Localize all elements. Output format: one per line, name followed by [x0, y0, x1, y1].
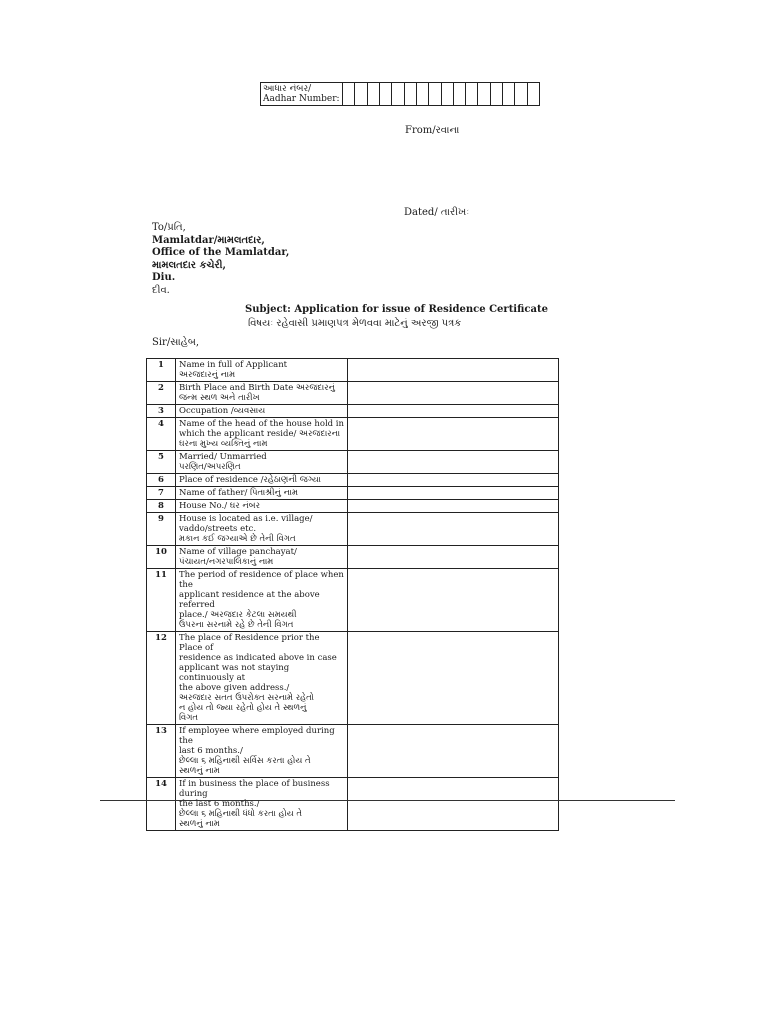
salutation: Sir/સાહેબ, — [152, 337, 200, 348]
question-line: The period of residence of place when the — [179, 570, 344, 590]
answer-field[interactable] — [348, 546, 559, 569]
question-line: the last 6 months./ — [179, 799, 260, 809]
form-row — [147, 778, 559, 831]
answer-field[interactable] — [348, 569, 559, 632]
aadhar-digit-box[interactable] — [429, 83, 441, 105]
question-line: વિગત — [179, 713, 199, 723]
question-line: ઉપરના સરનામે રહે છે તેની વિગત — [179, 620, 294, 630]
question-line: applicant was not staying continuously at — [179, 663, 290, 683]
row-number: 11 — [147, 569, 176, 632]
question-line: અરજદાર સતત ઉપરોક્ત સરનામે રહેતો — [179, 693, 314, 703]
answer-field[interactable] — [348, 725, 559, 778]
question-line: Birth Place and Birth Date અરજદારનું — [179, 383, 335, 393]
question-line: અરજદારનું નામ — [179, 370, 236, 380]
row-question — [176, 546, 348, 569]
address-line4: Diu. — [152, 272, 176, 283]
aadhar-digit-boxes — [343, 83, 539, 105]
form-row — [147, 474, 559, 487]
address-line3: મામલતદાર કચેરી, — [152, 259, 227, 271]
aadhar-label-en: Aadhar Number: — [263, 94, 340, 104]
answer-field[interactable] — [348, 382, 559, 405]
form-row — [147, 632, 559, 725]
aadhar-label — [261, 83, 343, 105]
aadhar-digit-box[interactable] — [368, 83, 380, 105]
answer-field[interactable] — [348, 405, 559, 418]
question-line: મકાન કઈ જગ્યાએ છે તેની વિગત — [179, 534, 296, 544]
question-line: છેલ્લા ૬ મહિનાથી સર્વિસ કરતા હોય તે — [179, 756, 311, 766]
row-number: 8 — [147, 500, 176, 513]
row-number: 6 — [147, 474, 176, 487]
question-line: સ્થળનું નામ — [179, 766, 220, 776]
question-line: Name in full of Applicant — [179, 360, 288, 370]
aadhar-digit-box[interactable] — [503, 83, 515, 105]
answer-field[interactable] — [348, 778, 559, 831]
question-line: પંચાયત/નગરપાલિકાનું નામ — [179, 557, 274, 567]
question-line: If employee where employed during the — [179, 726, 335, 746]
aadhar-digit-box[interactable] — [442, 83, 454, 105]
aadhar-digit-box[interactable] — [355, 83, 367, 105]
aadhar-digit-box[interactable] — [405, 83, 417, 105]
form-row — [147, 725, 559, 778]
question-line: Married/ Unmarried — [179, 452, 267, 462]
dated-label: Dated/ તારીખઃ — [404, 207, 470, 218]
row-question — [176, 725, 348, 778]
bottom-rule — [100, 800, 675, 801]
form-row — [147, 500, 559, 513]
aadhar-digit-box[interactable] — [454, 83, 466, 105]
question-line: applicant residence at the above referred — [179, 590, 320, 610]
row-number: 2 — [147, 382, 176, 405]
row-number: 3 — [147, 405, 176, 418]
row-number: 14 — [147, 778, 176, 831]
form-row — [147, 359, 559, 382]
row-question — [176, 405, 348, 418]
question-line: The place of Residence prior the Place of — [179, 633, 320, 653]
row-question — [176, 418, 348, 451]
row-question — [176, 359, 348, 382]
aadhar-digit-box[interactable] — [466, 83, 478, 105]
answer-field[interactable] — [348, 474, 559, 487]
answer-field[interactable] — [348, 500, 559, 513]
question-line: Occupation /વ્યવસાય — [179, 406, 266, 416]
row-number: 12 — [147, 632, 176, 725]
answer-field[interactable] — [348, 513, 559, 546]
form-row — [147, 405, 559, 418]
row-number: 4 — [147, 418, 176, 451]
question-line: If in business the place of business during — [179, 779, 330, 799]
row-number: 1 — [147, 359, 176, 382]
form-row — [147, 451, 559, 474]
row-number: 7 — [147, 487, 176, 500]
row-number: 9 — [147, 513, 176, 546]
aadhar-digit-box[interactable] — [515, 83, 527, 105]
aadhar-digit-box[interactable] — [478, 83, 490, 105]
address-to: To/પ્રતિ, — [152, 222, 186, 233]
aadhar-digit-box[interactable] — [343, 83, 355, 105]
question-line: જન્મ સ્થળ અને તારીખ — [179, 393, 260, 403]
aadhar-digit-box[interactable] — [392, 83, 404, 105]
row-question — [176, 778, 348, 831]
aadhar-digit-box[interactable] — [380, 83, 392, 105]
question-line: the above given address./ — [179, 683, 290, 693]
row-number: 13 — [147, 725, 176, 778]
question-line: Name of father/ પિતાશ્રીનું નામ — [179, 488, 298, 498]
address-line2: Office of the Mamlatdar, — [152, 247, 290, 258]
recipient-address — [152, 222, 289, 297]
row-number: 5 — [147, 451, 176, 474]
form-row — [147, 546, 559, 569]
row-number: 10 — [147, 546, 176, 569]
question-line: last 6 months./ — [179, 746, 243, 756]
question-line: Place of residence /રહેઠાણની જગ્યા — [179, 475, 321, 485]
question-line: vaddo/streets etc. — [179, 524, 257, 534]
from-label: From/રવાના — [405, 125, 460, 136]
row-question — [176, 513, 348, 546]
question-line: ઘરના મુખ્ય વ્યક્તિનું નામ — [179, 439, 268, 449]
address-line5: દીવ. — [152, 284, 170, 296]
question-line: ન હોય તો જ્યા રહેતો હોય તે સ્થળનું — [179, 703, 307, 713]
answer-field[interactable] — [348, 451, 559, 474]
form-row — [147, 418, 559, 451]
aadhar-digit-box[interactable] — [417, 83, 429, 105]
question-line: સ્થળનું નામ — [179, 819, 220, 829]
form-row — [147, 382, 559, 405]
question-line: છેલ્લા ૬ મહિનાથી ધંધો કરતા હોય તે — [179, 809, 303, 819]
row-question — [176, 500, 348, 513]
answer-field[interactable] — [348, 418, 559, 451]
row-question — [176, 474, 348, 487]
subject-gu: વિષયઃ રહેવાસી પ્રમાણપત્ર મેળવવા માટેનું અરજી પત્રક — [248, 318, 462, 329]
application-form-table — [146, 358, 559, 831]
answer-field[interactable] — [348, 359, 559, 382]
row-question — [176, 451, 348, 474]
aadhar-label-gu: આધાર નંબર/ — [263, 84, 312, 94]
form-row — [147, 569, 559, 632]
row-question — [176, 487, 348, 500]
question-line: Name of the head of the house hold in — [179, 419, 344, 429]
aadhar-digit-box[interactable] — [491, 83, 503, 105]
question-line: which the applicant reside/ અરજદારના — [179, 429, 341, 439]
row-question — [176, 569, 348, 632]
row-question — [176, 632, 348, 725]
form-row — [147, 513, 559, 546]
row-question — [176, 382, 348, 405]
question-line: પરણિત/અપરણિત — [179, 462, 241, 472]
aadhar-number-box — [260, 82, 540, 106]
subject-en: Subject: Application for issue of Residence Certificate — [245, 304, 548, 315]
question-line: Name of village panchayat/ — [179, 547, 297, 557]
question-line: residence as indicated above in case — [179, 653, 337, 663]
question-line: House No./ ઘર નંબર — [179, 501, 260, 511]
form-row — [147, 487, 559, 500]
question-line: House is located as i.e. village/ — [179, 514, 313, 524]
address-line1: Mamlatdar/મામલતદાર, — [152, 234, 265, 246]
answer-field[interactable] — [348, 487, 559, 500]
answer-field[interactable] — [348, 632, 559, 725]
question-line: place./ અરજદાર કેટલા સમયથી — [179, 610, 297, 620]
aadhar-digit-box[interactable] — [528, 83, 539, 105]
